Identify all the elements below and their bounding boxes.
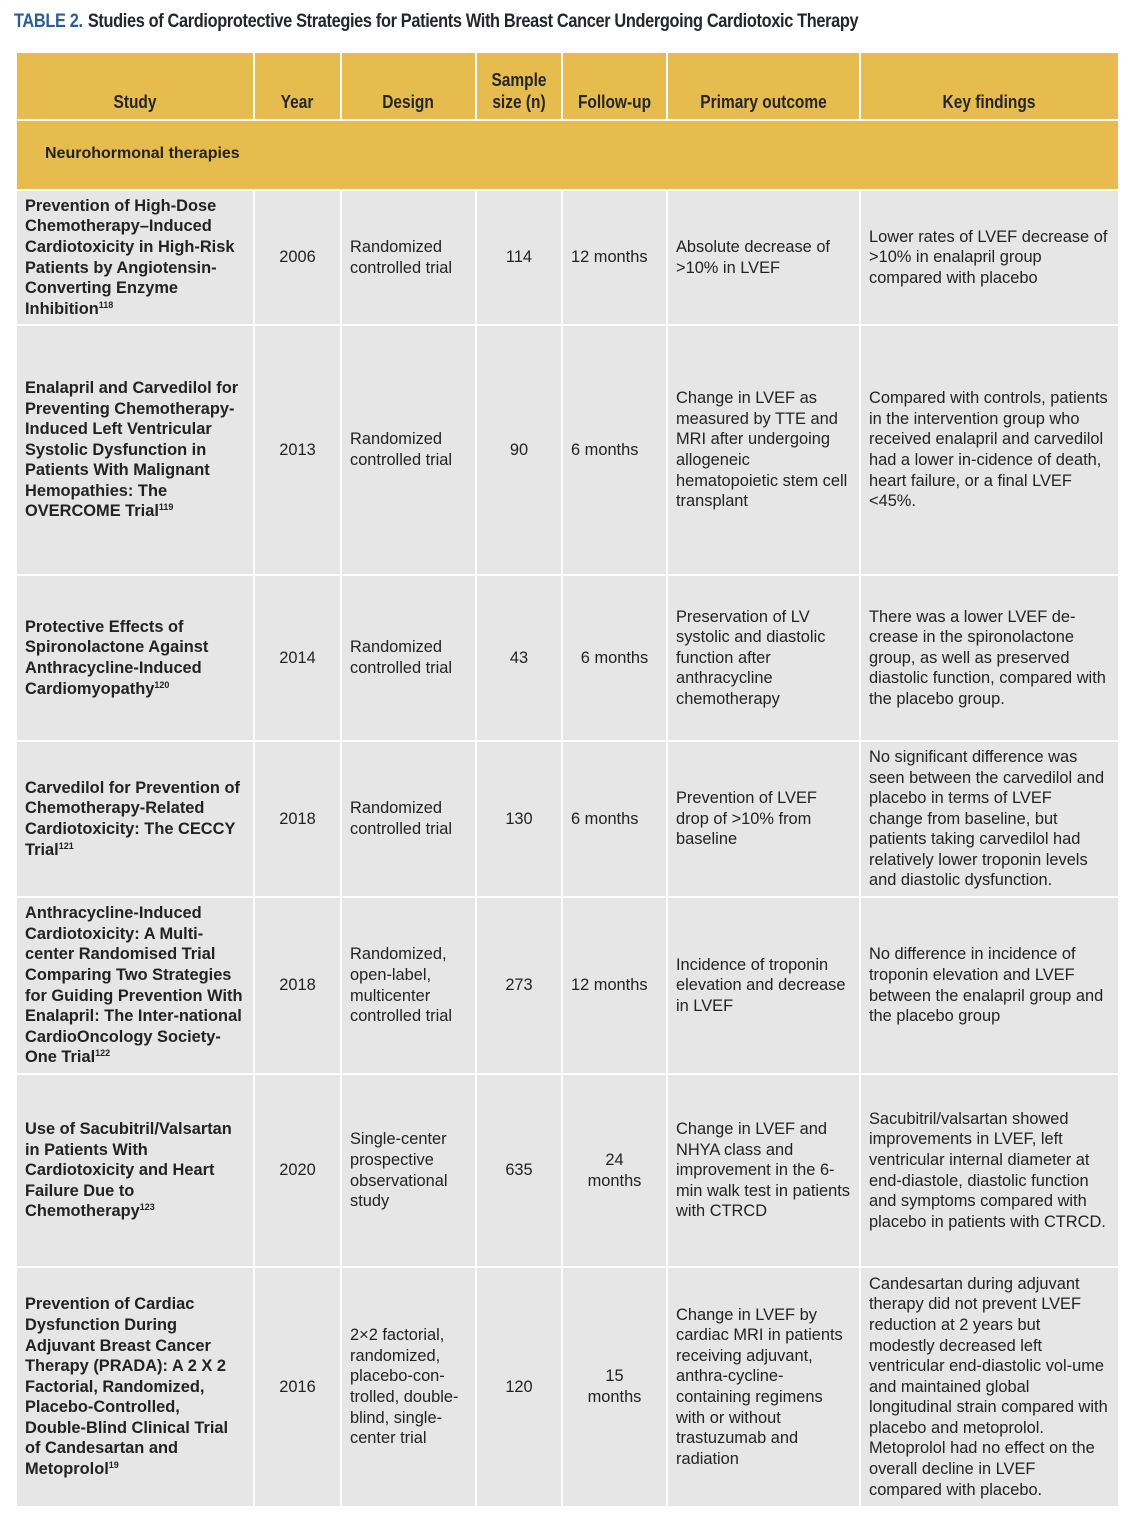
col-header-study: Study (16, 52, 254, 120)
col-header-year: Year (254, 52, 341, 120)
reference-number: 118 (98, 299, 114, 310)
cell-follow-up: 12 months (562, 190, 667, 325)
cell-primary-outcome: Change in LVEF and NHYA class and improvement in the 6-min walk test in patients with CTRCD (667, 1074, 860, 1267)
col-header-design: Design (341, 52, 476, 120)
table-row (16, 897, 1119, 1074)
cell-study: Enalapril and Carvedilol for Preventing Chemotherapy-Induced Left Ventricular Systolic Dysfunction in Patients With Malignant Hemopathies: The OVERCOME Trial$^{119}$ (16, 325, 254, 575)
cell-sample-size: 273 (476, 897, 562, 1074)
cell-year: 2016 (254, 1267, 341, 1507)
cell-follow-up: 6 months (562, 325, 667, 575)
col-header-key-findings: Key findings (860, 52, 1119, 120)
cell-key-findings: There was a lower LVEF de-crease in the spironolactone group, as well as preserved diastolic function, compared with the placebo group. (860, 575, 1119, 741)
cell-design: 2×2 factorial, randomized, placebo-con-trolled, double-blind, single-center trial (341, 1267, 476, 1507)
cell-design: Randomized controlled trial (341, 741, 476, 897)
cell-primary-outcome: Change in LVEF by cardiac MRI in patients receiving adjuvant, anthra-cycline-containing regimens with or without trastuzumab and radiation (667, 1267, 860, 1507)
cell-year: 2014 (254, 575, 341, 741)
section-row (16, 120, 1119, 190)
cell-follow-up: 6 months (562, 741, 667, 897)
cell-design: Randomized controlled trial (341, 190, 476, 325)
cell-study: Prevention of Cardiac Dysfunction During Adjuvant Breast Cancer Therapy (PRADA): A 2 X 2 Factorial, Randomized, Placebo-Controlled, Double-Blind Clinical Trial of Candesartan and Metoprolol$^{19}$ (16, 1267, 254, 1507)
reference-number: 119 (158, 502, 174, 513)
reference-number: 121 (58, 840, 74, 851)
cell-year: 2006 (254, 190, 341, 325)
cell-key-findings: No significant difference was seen between the carvedilol and placebo in terms of LVEF change from baseline, but patients taking carvedilol had relatively lower troponin levels and diastolic dysfunction. (860, 741, 1119, 897)
cell-follow-up: 6 months (562, 575, 667, 741)
cell-sample-size: 635 (476, 1074, 562, 1267)
table-row (16, 1267, 1119, 1507)
cell-design: Randomized, open-label, multicenter controlled trial (341, 897, 476, 1074)
col-header-follow-up: Follow-up (562, 52, 667, 120)
cell-key-findings: Candesartan during adjuvant therapy did not prevent LVEF reduction at 2 years but modestly decreased left ventricular end-diastolic vol-ume and maintained global longitudinal strain compared with placebo and metoprolol. Metoprolol had no effect on the overall decline in LVEF compared with placebo. (860, 1267, 1119, 1507)
cell-key-findings: Compared with controls, patients in the intervention group who received enalapril and carvedilol had a lower in-cidence of death, heart failure, or a final LVEF <45%. (860, 325, 1119, 575)
cell-year: 2018 (254, 741, 341, 897)
cell-study: Anthracycline-Induced Cardiotoxicity: A Multi-center Randomised Trial Comparing Two Strategies for Guiding Prevention With Enalapril: The Inter-national CardioOncology Society-One Trial$^{122}$ (16, 897, 254, 1074)
cell-study: Carvedilol for Prevention of Chemotherapy-Related Cardiotoxicity: The CECCY Trial$^{121}$ (16, 741, 254, 897)
studies-table (15, 51, 1120, 1508)
section-title: Neurohormonal therapies (16, 120, 1119, 190)
cell-key-findings: Sacubitril/valsartan showed improvements in LVEF, left ventricular internal diameter at end-diastole, diastolic function and symptoms compared with placebo in patients with CTRCD. (860, 1074, 1119, 1267)
cell-sample-size: 43 (476, 575, 562, 741)
cell-primary-outcome: Absolute decrease of >10% in LVEF (667, 190, 860, 325)
cell-study: Use of Sacubitril/Valsartan in Patients With Cardiotoxicity and Heart Failure Due to Chemotherapy$^{123}$ (16, 1074, 254, 1267)
cell-primary-outcome: Change in LVEF as measured by TTE and MRI after undergoing allogeneic hematopoietic stem cell transplant (667, 325, 860, 575)
cell-key-findings: No difference in incidence of troponin elevation and LVEF between the enalapril group and the placebo group (860, 897, 1119, 1074)
cell-year: 2013 (254, 325, 341, 575)
cell-year: 2018 (254, 897, 341, 1074)
reference-number: 120 (154, 679, 170, 690)
cell-follow-up: 24 months (562, 1074, 667, 1267)
table-row (16, 190, 1119, 325)
cell-sample-size: 130 (476, 741, 562, 897)
cell-year: 2020 (254, 1074, 341, 1267)
cell-study: Prevention of High-Dose Chemotherapy–Induced Cardiotoxicity in High-Risk Patients by Angiotensin-Converting Enzyme Inhibition$^{118}$ (16, 190, 254, 325)
cell-design: Randomized controlled trial (341, 325, 476, 575)
table-row (16, 575, 1119, 741)
table-row (16, 1074, 1119, 1267)
cell-sample-size: 114 (476, 190, 562, 325)
header-row (16, 52, 1119, 120)
reference-number: 19 (108, 1460, 119, 1471)
cell-follow-up: 15 months (562, 1267, 667, 1507)
table-row (16, 741, 1119, 897)
cell-primary-outcome: Preservation of LV systolic and diastolic function after anthracycline chemotherapy (667, 575, 860, 741)
cell-primary-outcome: Incidence of troponin elevation and decrease in LVEF (667, 897, 860, 1074)
reference-number: 122 (95, 1048, 111, 1059)
col-header-sample-size: Sample size (n) (476, 52, 562, 120)
table-title: Studies of Cardioprotective Strategies for Patients With Breast Cancer Undergoing Cardiotoxic Therapy (87, 11, 859, 32)
table-row (16, 325, 1119, 575)
cell-sample-size: 120 (476, 1267, 562, 1507)
cell-primary-outcome: Prevention of LVEF drop of >10% from baseline (667, 741, 860, 897)
cell-follow-up: 12 months (562, 897, 667, 1074)
reference-number: 123 (139, 1202, 155, 1213)
cell-key-findings: Lower rates of LVEF decrease of >10% in enalapril group compared with placebo (860, 190, 1119, 325)
cell-study: Protective Effects of Spironolactone Against Anthracycline-Induced Cardiomyopathy$^{120}$ (16, 575, 254, 741)
table-caption (14, 11, 858, 33)
cell-sample-size: 90 (476, 325, 562, 575)
table-label: TABLE 2. (14, 11, 83, 32)
col-header-primary-outcome: Primary outcome (667, 52, 860, 120)
cell-design: Randomized controlled trial (341, 575, 476, 741)
cell-design: Single-center prospective observational study (341, 1074, 476, 1267)
